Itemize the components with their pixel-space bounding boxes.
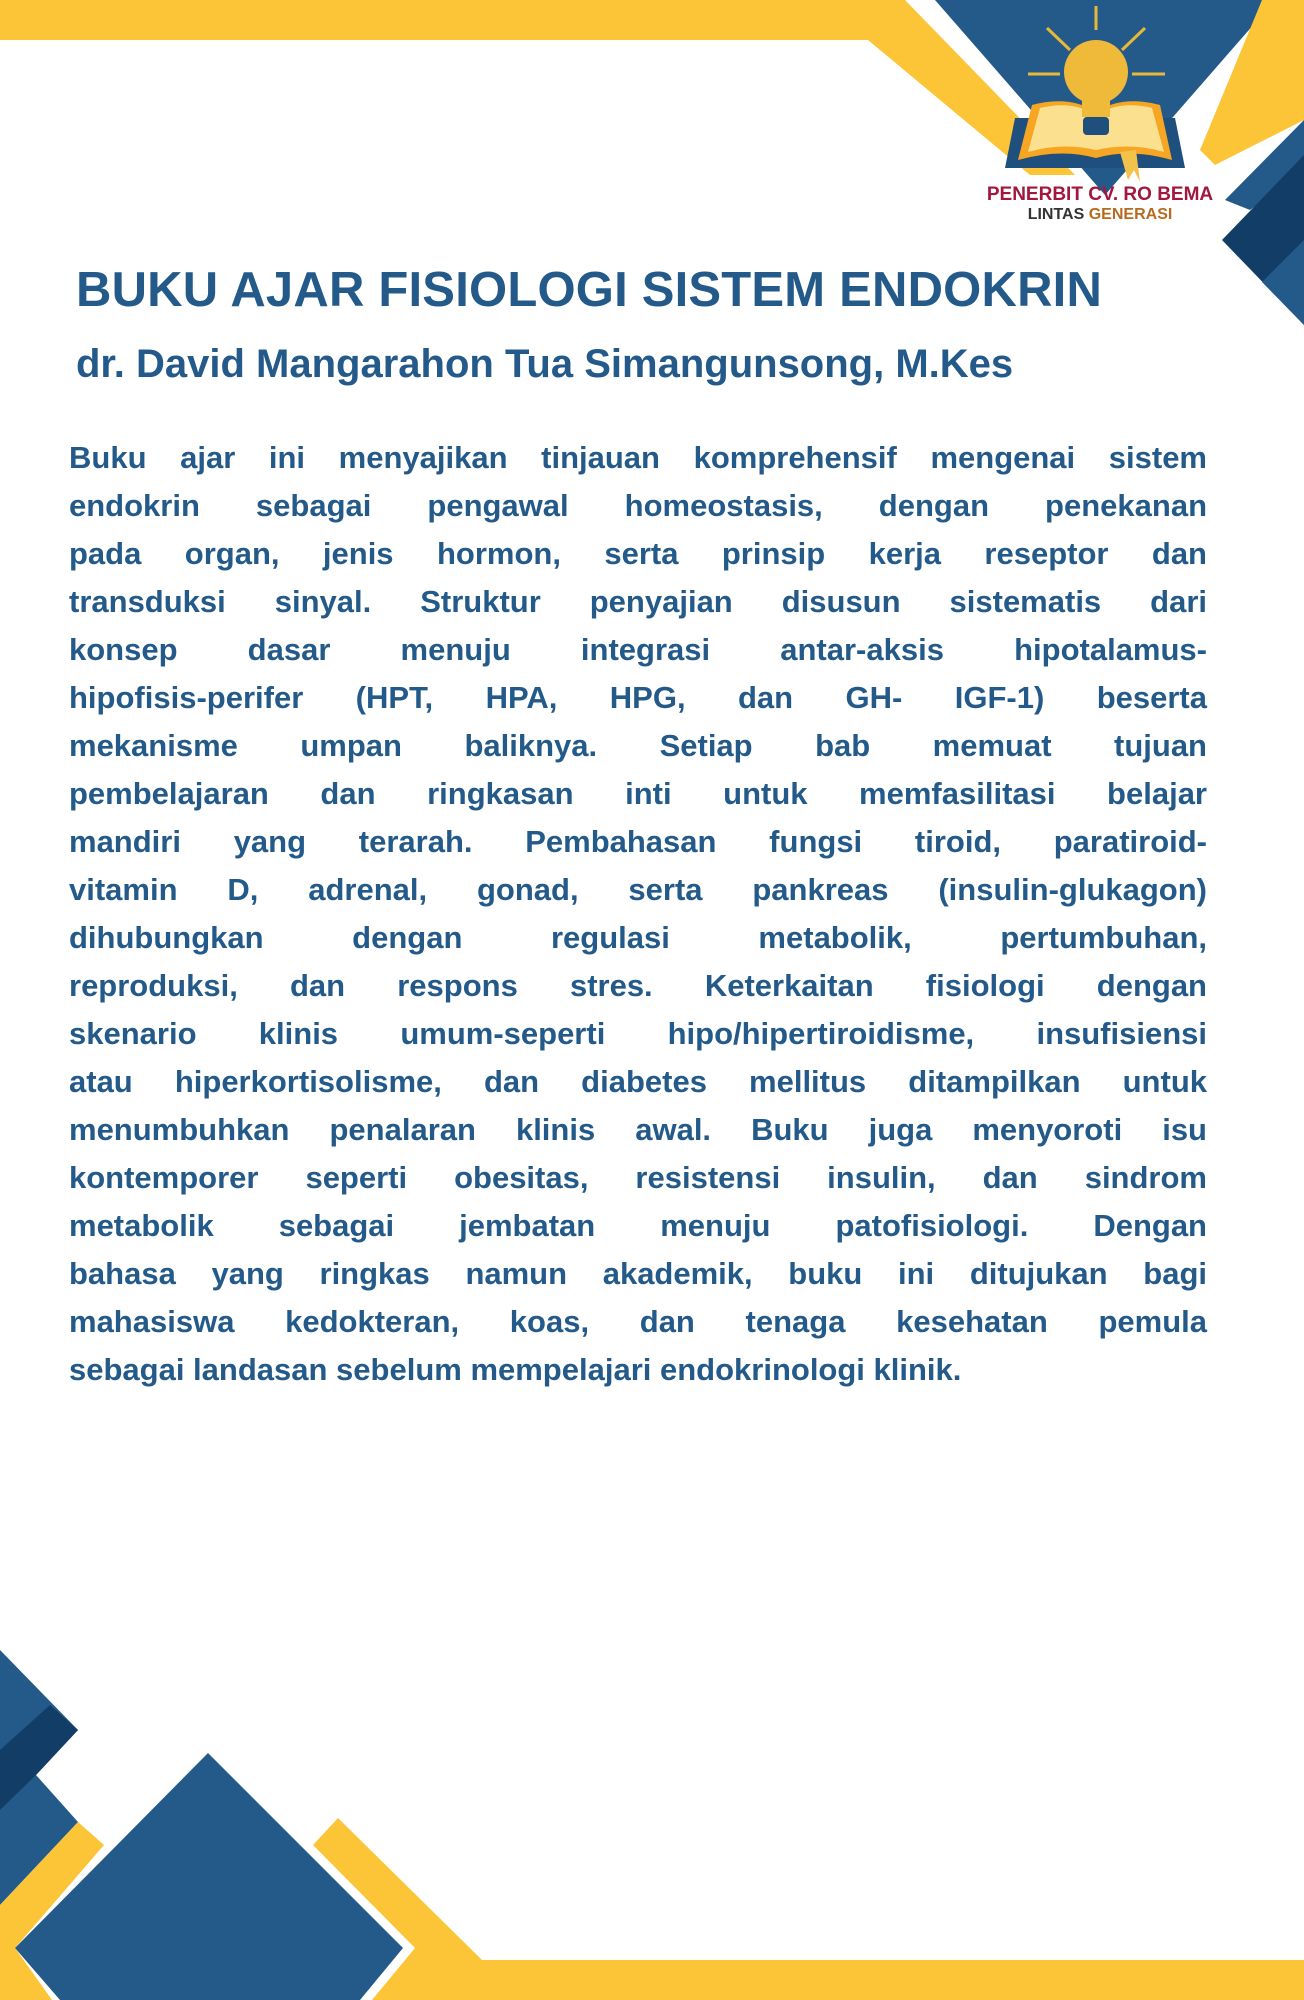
tagline-part2: GENERASI: [1088, 206, 1173, 223]
synopsis-line: konsep dasar menuju integrasi antar-aksis hipotalamus-: [69, 632, 1207, 667]
synopsis-line: pada organ, jenis hormon, serta prinsip kerja reseptor dan: [69, 536, 1207, 571]
synopsis-line: transduksi sinyal. Struktur penyajian disusun sistematis dari: [69, 584, 1207, 619]
synopsis-line: endokrin sebagai pengawal homeostasis, dengan penekanan: [69, 488, 1207, 523]
publisher-name: PENERBIT CV. RO BEMA: [986, 184, 1214, 205]
synopsis-line: pembelajaran dan ringkasan inti untuk memfasilitasi belajar: [69, 776, 1207, 811]
synopsis: [69, 434, 1207, 1394]
synopsis-line: mahasiswa kedokteran, koas, dan tenaga kesehatan pemula: [69, 1304, 1207, 1339]
synopsis-line: kontemporer seperti obesitas, resistensi insulin, dan sindrom: [69, 1160, 1207, 1195]
synopsis-line: hipofisis-perifer (HPT, HPA, HPG, dan GH- IGF-1) beserta: [69, 680, 1207, 715]
tagline-part1: LINTAS: [1027, 206, 1085, 223]
synopsis-line: skenario klinis umum-seperti hipo/hipertiroidisme, insufisiensi: [69, 1016, 1207, 1051]
synopsis-line: menumbuhkan penalaran klinis awal. Buku juga menyoroti isu: [69, 1112, 1207, 1147]
book-author: dr. David Mangarahon Tua Simangunsong, M.Kes: [76, 342, 1014, 386]
synopsis-line: mandiri yang terarah. Pembahasan fungsi tiroid, paratiroid-: [69, 824, 1207, 859]
synopsis-line: vitamin D, adrenal, gonad, serta pankreas (insulin-glukagon): [69, 872, 1207, 907]
synopsis-line: reproduksi, dan respons stres. Keterkaitan fisiologi dengan: [69, 968, 1207, 1003]
synopsis-line: atau hiperkortisolisme, dan diabetes mellitus ditampilkan untuk: [69, 1064, 1207, 1099]
synopsis-line: sebagai landasan sebelum mempelajari endokrinologi klinik.: [69, 1352, 962, 1387]
top-yellow-band: [0, 0, 1075, 175]
synopsis-line: Buku ajar ini menyajikan tinjauan komprehensif mengenai sistem: [69, 440, 1207, 475]
synopsis-line: dihubungkan dengan regulasi metabolik, pertumbuhan,: [69, 920, 1207, 955]
book-title: BUKU AJAR FISIOLOGI SISTEM ENDOKRIN: [76, 263, 1103, 317]
publisher-tagline: [960, 206, 1240, 224]
bottom-yellow-band: [313, 1818, 1304, 2000]
synopsis-line: bahasa yang ringkas namun akademik, buku ini ditujukan bagi: [69, 1256, 1207, 1291]
synopsis-line: mekanisme umpan baliknya. Setiap bab memuat tujuan: [69, 728, 1207, 763]
synopsis-line: metabolik sebagai jembatan menuju patofisiologi. Dengan: [69, 1208, 1207, 1243]
